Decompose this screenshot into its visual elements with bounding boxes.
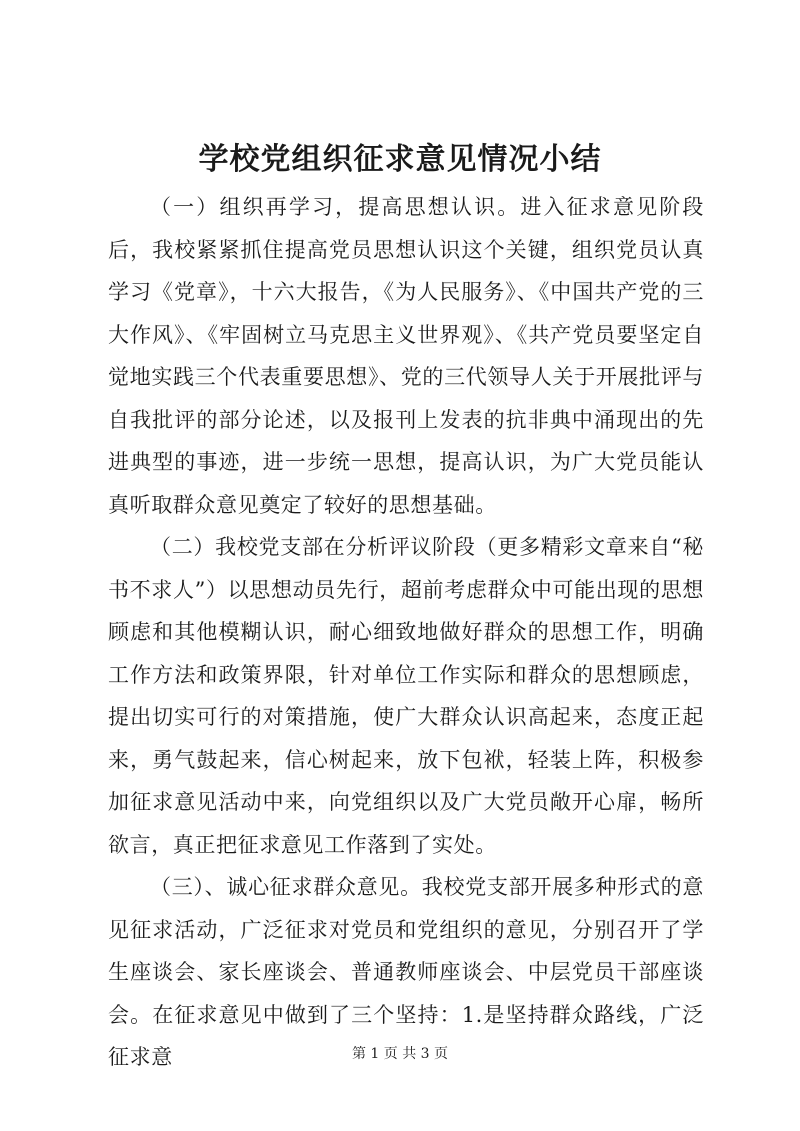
document-title: 学校党组织征求意见情况小结 — [198, 142, 602, 177]
page-footer: 第 1 页 共 3 页 — [351, 1046, 449, 1062]
paragraph-3: （三）、诚心征求群众意见。我校党支部开展多种形式的意见征求活动，广泛征求对党员和党组织的意见，分别召开了学生座谈会、家长座谈会、普通教师座谈会、中层党员干部座谈会。在征求意见中做到了三个坚持：1.是坚持群众路线，广泛征求意 — [108, 875, 704, 1069]
paragraph-2: （二）我校党支部在分析评议阶段（更多精彩文章来自“秘书不求人”）以思想动员先行，超前考虑群众中可能出现的思想顾虑和其他模糊认识，耐心细致地做好群众的思想工作，明确工作方法和政策界限，针对单位工作实际和群众的思想顾虑，提出切实可行的对策措施，使广大群众认识高起来，态度正起来，勇气鼓起来，信心树起来，放下包袱，轻装上阵，积极参加征求意见活动中来，向党组织以及广大党员敞开心扉，畅所欲言，真正把征求意见工作落到了实处。 — [108, 535, 704, 857]
document-body — [108, 186, 704, 1079]
paragraph-1: （一）组织再学习，提高思想认识。进入征求意见阶段后，我校紧紧抓住提高党员思想认识这个关键，组织党员认真学习《党章》，十六大报告，《为人民服务》、《中国共产党的三大作风》、《牢固树立马克思主义世界观》、《共产党员要坚定自觉地实践三个代表重要思想》、党的三代领导人关于开展批评与自我批评的部分论述，以及报刊上发表的抗非典中涌现出的先进典型的事迹，进一步统一思想，提高认识，为广大党员能认真听取群众意见奠定了较好的思想基础。 — [108, 195, 704, 517]
